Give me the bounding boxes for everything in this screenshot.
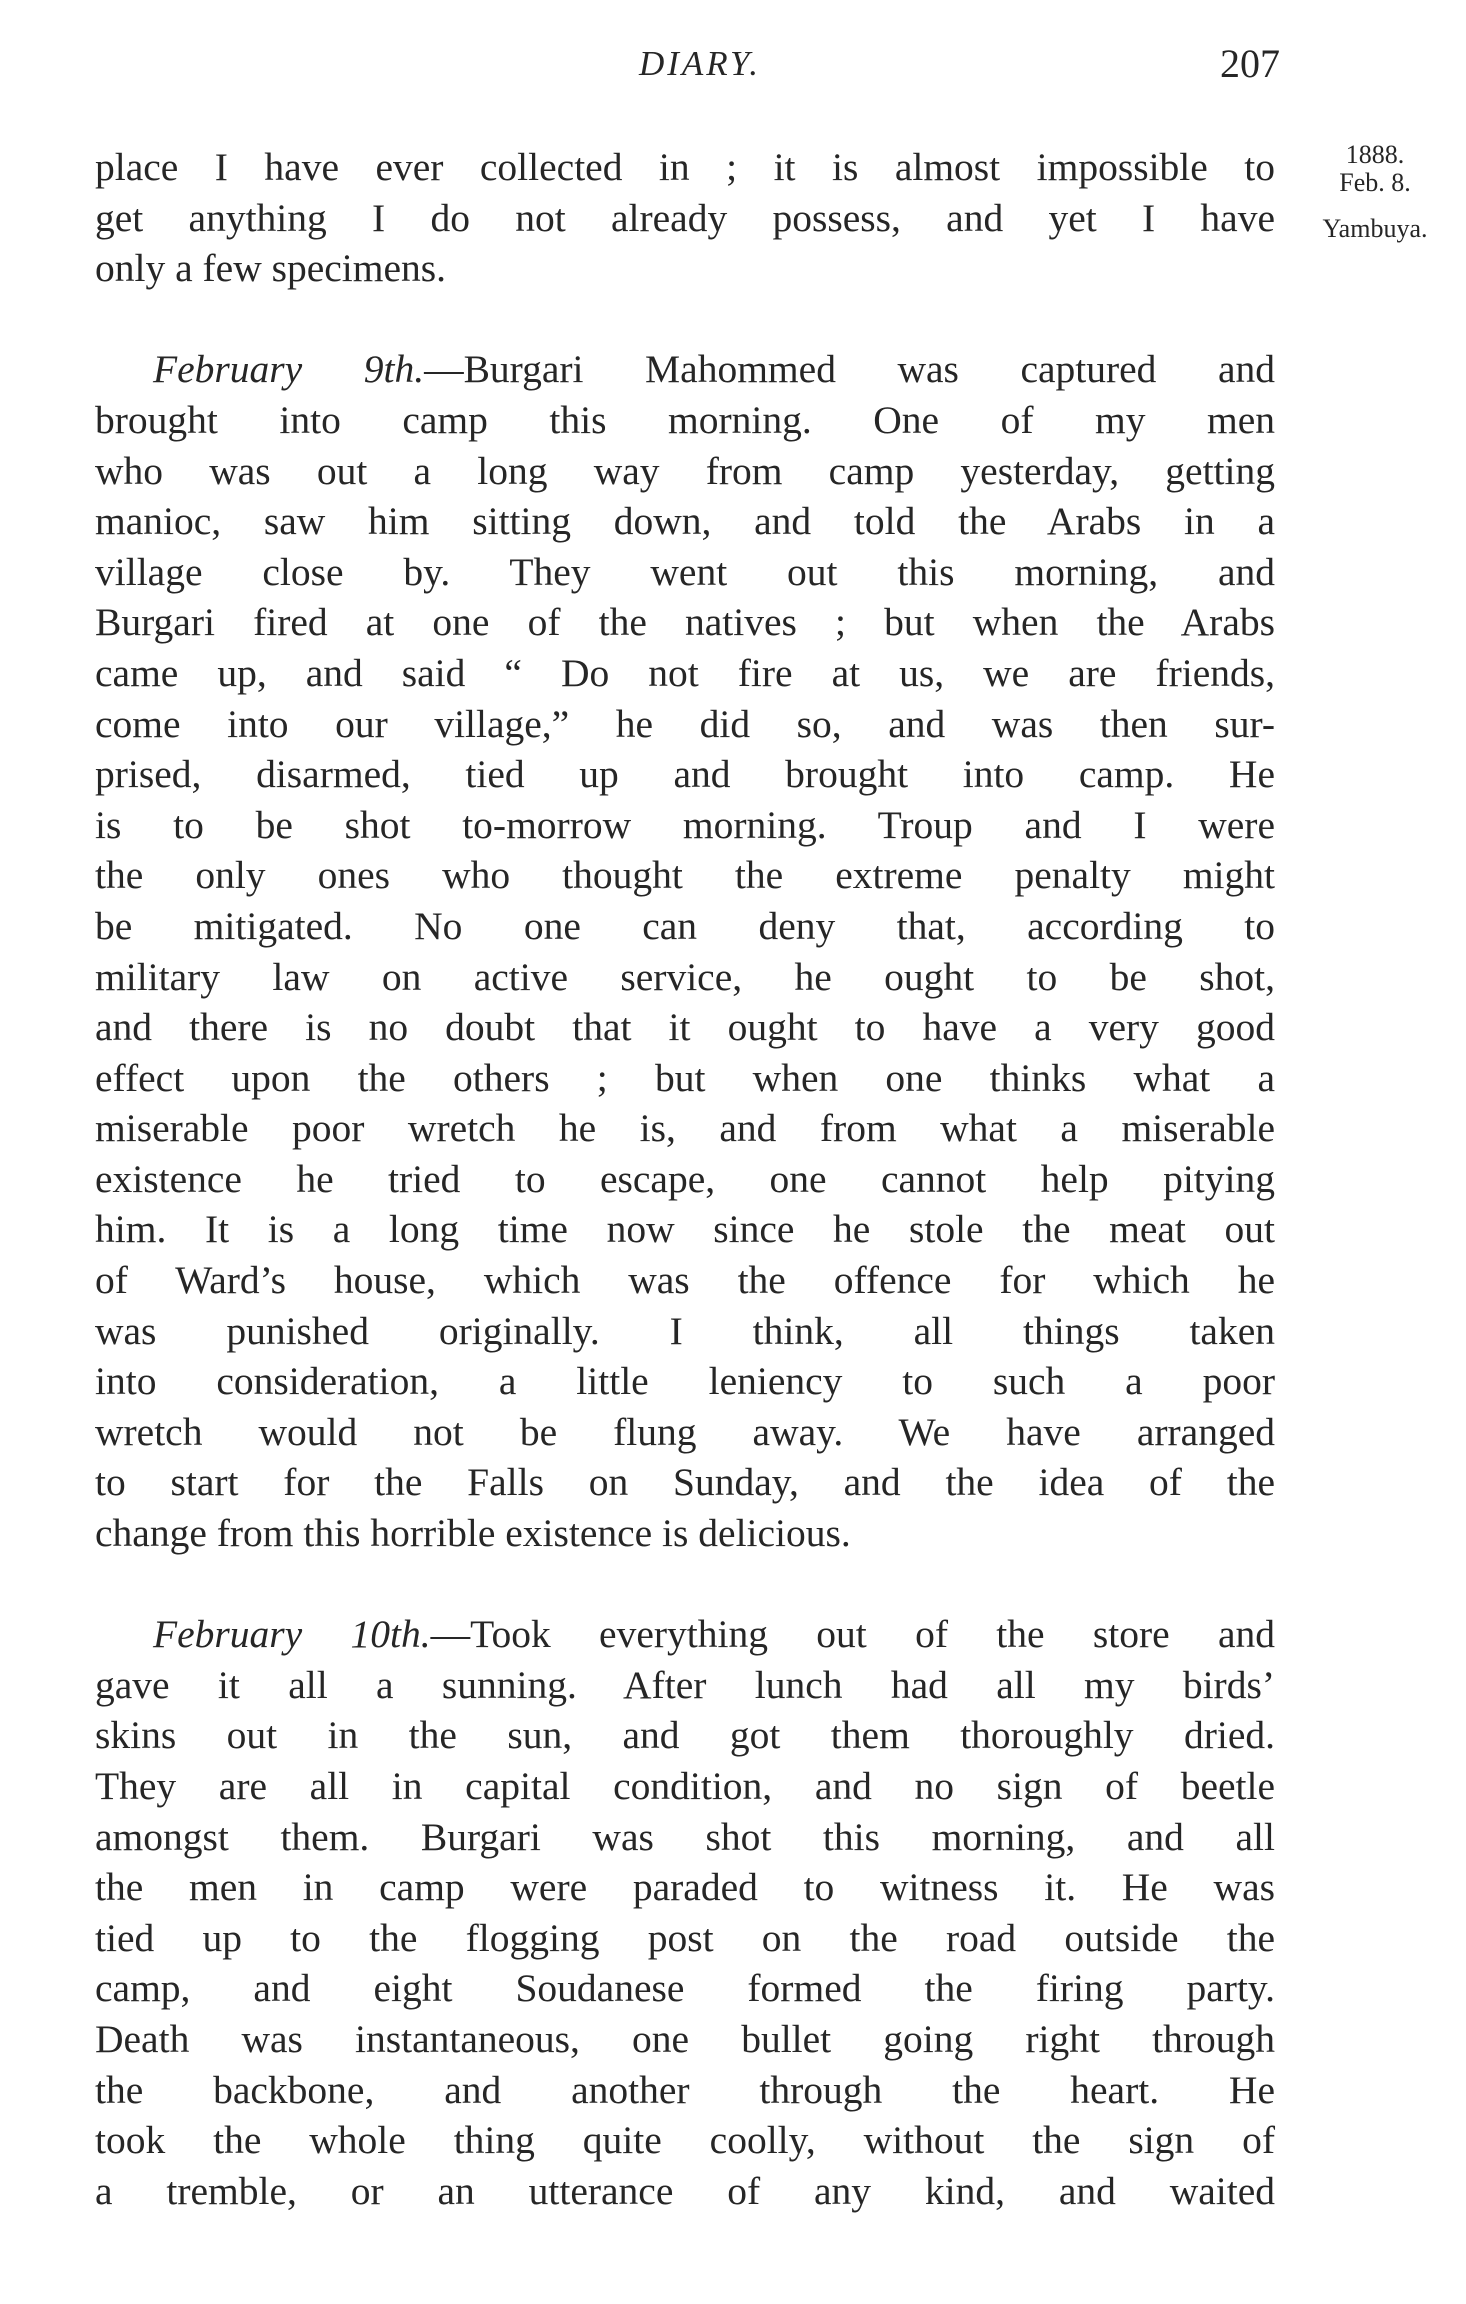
entry-feb10-paragraph	[95, 1609, 1275, 2216]
text-line: camp, and eight Soudanese formed the firing party.	[95, 1966, 1275, 2011]
entry-first-line	[95, 344, 1275, 395]
text-line: into consideration, a little leniency to such a poor	[95, 1359, 1275, 1404]
entry-date: February 9th.	[153, 347, 425, 392]
text-line: effect upon the others ; but when one thinks what a	[95, 1055, 1275, 1100]
text-line: wretch would not be flung away. We have arranged	[95, 1409, 1275, 1454]
text-line: Death was instantaneous, one bullet going right through	[95, 2016, 1275, 2061]
text-line: brought into camp this morning. One of my men	[95, 397, 1275, 442]
text-line: village close by. They went out this morning, and	[95, 549, 1275, 594]
page-number: 207	[1220, 41, 1280, 86]
text-line: prised, disarmed, tied up and brought into camp. He	[95, 752, 1275, 797]
entry-first-line	[95, 1609, 1275, 1660]
text-line: Burgari fired at one of the natives ; but when the Arabs	[95, 600, 1275, 645]
entry-feb9-paragraph	[95, 344, 1275, 1558]
text-line: only a few specimens.	[95, 246, 447, 291]
text-line: existence he tried to escape, one cannot help pitying	[95, 1156, 1275, 1201]
text-line: get anything I do not already possess, and yet I have	[95, 195, 1275, 240]
text-line: a tremble, or an utterance of any kind, and waited	[95, 2168, 1275, 2213]
continuation-paragraph	[95, 142, 1275, 294]
entry-date: February 10th.	[153, 1612, 431, 1657]
text-line: the only ones who thought the extreme penalty might	[95, 853, 1275, 898]
text-line: who was out a long way from camp yesterday, getting	[95, 448, 1275, 493]
margin-note-year: 1888.	[1345, 140, 1405, 169]
text-line: is to be shot to-morrow morning. Troup and I were	[95, 802, 1275, 847]
running-title: DIARY.	[638, 44, 762, 83]
entry-first-line-text: —Took everything out of the store and	[430, 1612, 1275, 1657]
text-line: took the whole thing quite coolly, without the sign of	[95, 2118, 1275, 2163]
text-line: the backbone, and another through the heart. He	[95, 2067, 1275, 2112]
text-line: be mitigated. No one can deny that, according to	[95, 903, 1275, 948]
text-line: came up, and said “ Do not fire at us, we are friends,	[95, 650, 1275, 695]
text-line: gave it all a sunning. After lunch had all my birds’	[95, 1662, 1275, 1707]
text-line: was punished originally. I think, all things taken	[95, 1308, 1275, 1353]
margin-note-date: Feb. 8.	[1339, 168, 1411, 197]
text-line: come into our village,” he did so, and was then sur-	[95, 701, 1275, 746]
margin-note-place: Yambuya.	[1322, 214, 1428, 243]
text-line: place I have ever collected in ; it is almost impossible to	[95, 145, 1275, 189]
text-line: manioc, saw him sitting down, and told the Arabs in a	[95, 499, 1275, 544]
body-text	[95, 142, 1275, 2216]
text-line: skins out in the sun, and got them thoroughly dried.	[95, 1713, 1275, 1758]
text-line: amongst them. Burgari was shot this morning, and all	[95, 1814, 1275, 1859]
text-line: the men in camp were paraded to witness it. He was	[95, 1865, 1275, 1910]
text-line: change from this horrible existence is delicious.	[95, 1511, 851, 1556]
text-line: miserable poor wretch he is, and from what a miserable	[95, 1106, 1275, 1151]
text-line: They are all in capital condition, and no sign of beetle	[95, 1764, 1275, 1808]
text-line: military law on active service, he ought to be shot,	[95, 954, 1275, 999]
text-line: him. It is a long time now since he stole the meat out	[95, 1207, 1275, 1252]
text-line: and there is no doubt that it ought to have a very good	[95, 1005, 1275, 1050]
text-line: to start for the Falls on Sunday, and the idea of the	[95, 1460, 1275, 1505]
text-line: tied up to the flogging post on the road outside the	[95, 1915, 1275, 1960]
entry-first-line-text: —Burgari Mahommed was captured and	[424, 347, 1275, 392]
text-line: of Ward’s house, which was the offence for which he	[95, 1258, 1275, 1303]
